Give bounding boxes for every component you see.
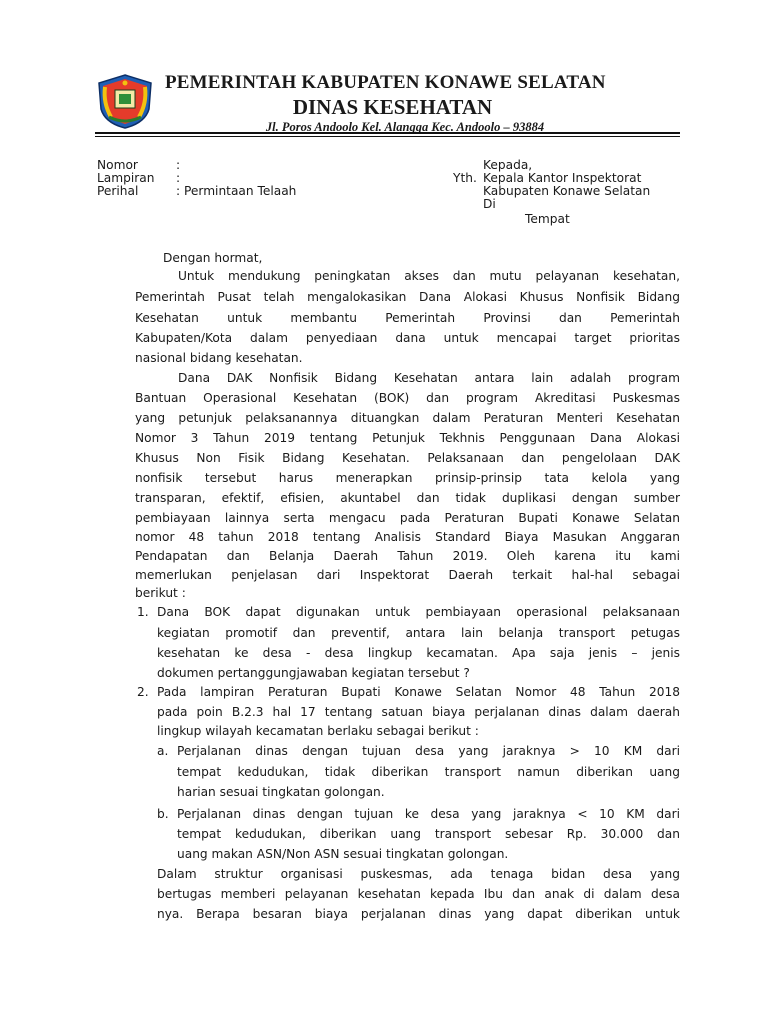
p2-line: Bantuan Operasional Kesehatan (BOK) dan program Akreditasi Puskesmas: [135, 391, 680, 405]
nomor-colon: :: [176, 158, 181, 172]
p2-line: Nomor 3 Tahun 2019 tentang Petunjuk Tekhnis Penggunaan Dana Alokasi: [135, 431, 680, 445]
closing-line: nya. Berapa besaran biaya perjalanan dinas yang dapat diberikan untuk: [157, 907, 680, 921]
agency-address: Jl. Poros Andoolo Kel. Alangga Kec. Andoolo – 93884: [265, 120, 545, 134]
closing-line: bertugas memberi pelayanan kesehatan kepada Ibu dan anak di dalam desa: [157, 887, 680, 901]
sub-b-line: tempat kedudukan, diberikan uang transport sebesar Rp. 30.000 dan: [177, 827, 680, 841]
header-rule-thin: [95, 136, 680, 137]
item1-line: kesehatan ke desa - desa lingkup kecamatan. Apa saja jenis – jenis: [157, 646, 680, 660]
p1-line: Untuk mendukung peningkatan akses dan mutu pelayanan kesehatan,: [178, 269, 680, 283]
closing-line: Dalam struktur organisasi puskesmas, ada tenaga bidan desa yang: [157, 867, 680, 881]
lampiran-label: Lampiran: [97, 171, 155, 185]
p2-line: yang petunjuk pelaksanannya dituangkan dalam Peraturan Menteri Kesehatan: [135, 411, 680, 425]
item1-line: kegiatan promotif dan preventif, antara lain belanja transport petugas: [157, 626, 680, 640]
agency-name: DINAS KESEHATAN: [292, 95, 493, 119]
salutation: Dengan hormat,: [163, 251, 263, 265]
item2-number: 2.: [137, 685, 149, 699]
regency-crest-logo: [95, 73, 155, 129]
sub-b-line: uang makan ASN/Non ASN sesuai tingkatan golongan.: [177, 847, 509, 861]
p2-line: nonfisik tersebut harus menerapkan prinsip-prinsip tata kelola yang: [135, 471, 680, 485]
item2-line: pada poin B.2.3 hal 17 tentang satuan biaya perjalanan dinas dalam daerah: [157, 705, 680, 719]
p1-line: Kabupaten/Kota dalam penyediaan dana untuk mencapai target prioritas: [135, 331, 680, 345]
p2-line: Khusus Non Fisik Bidang Kesehatan. Pelaksanaan dan pengelolaan DAK: [135, 451, 680, 465]
item1-number: 1.: [137, 605, 149, 619]
p2-line: pembiayaan lainnya serta mengacu pada Peraturan Bupati Konawe Selatan: [135, 511, 680, 525]
perihal-value: : Permintaan Telaah: [176, 184, 297, 198]
p2-line: transparan, efektif, efisien, akuntabel dan tidak duplikasi dengan sumber: [135, 491, 680, 505]
p2-line: Dana DAK Nonfisik Bidang Kesehatan antara lain adalah program: [178, 371, 680, 385]
item1-line: Dana BOK dapat digunakan untuk pembiayaan operasional pelaksanaan: [157, 605, 680, 619]
sub-a-label: a.: [157, 744, 169, 758]
p2-line: memerlukan penjelasan dari Inspektorat Daerah terkait hal-hal sebagai: [135, 568, 680, 582]
recipient-line2: Kabupaten Konawe Selatan: [483, 184, 651, 198]
p1-line: nasional bidang kesehatan.: [135, 351, 303, 365]
recipient-kepada: Kepada,: [483, 158, 533, 172]
item2-line: lingkup wilayah kecamatan berlaku sebagai berikut :: [157, 724, 479, 738]
header-rule-thick: [95, 132, 680, 134]
sub-b-line: Perjalanan dinas dengan tujuan ke desa yang jaraknya < 10 KM dari: [177, 807, 680, 821]
recipient-tempat: Tempat: [525, 212, 570, 226]
government-name: PEMERINTAH KABUPATEN KONAWE SELATAN: [165, 72, 606, 93]
lampiran-colon: :: [176, 171, 181, 185]
item1-line: dokumen pertanggungjawaban kegiatan tersebut ?: [157, 666, 470, 680]
nomor-label: Nomor: [97, 158, 138, 172]
p2-line: nomor 48 tahun 2018 tentang Analisis Standard Biaya Masukan Anggaran: [135, 530, 680, 544]
p1-line: Pemerintah Pusat telah mengalokasikan Dana Alokasi Khusus Nonfisik Bidang: [135, 290, 680, 304]
sub-a-line: Perjalanan dinas dengan tujuan desa yang jaraknya > 10 KM dari: [177, 744, 680, 758]
p2-line: Pendapatan dan Belanja Daerah Tahun 2019. Oleh karena itu kami: [135, 549, 680, 563]
recipient-line1: Kepala Kantor Inspektorat: [483, 171, 642, 185]
sub-a-line: tempat kedudukan, tidak diberikan transport namun diberikan uang: [177, 765, 680, 779]
recipient-di: Di: [483, 197, 496, 211]
p2-line: berikut :: [135, 586, 186, 600]
sub-b-label: b.: [157, 807, 169, 821]
perihal-label: Perihal: [97, 184, 139, 198]
sub-a-line: harian sesuai tingkatan golongan.: [177, 785, 385, 799]
recipient-yth: Yth.: [453, 171, 477, 185]
item2-line: Pada lampiran Peraturan Bupati Konawe Selatan Nomor 48 Tahun 2018: [157, 685, 680, 699]
p1-line: Kesehatan untuk membantu Pemerintah Provinsi dan Pemerintah: [135, 311, 680, 325]
